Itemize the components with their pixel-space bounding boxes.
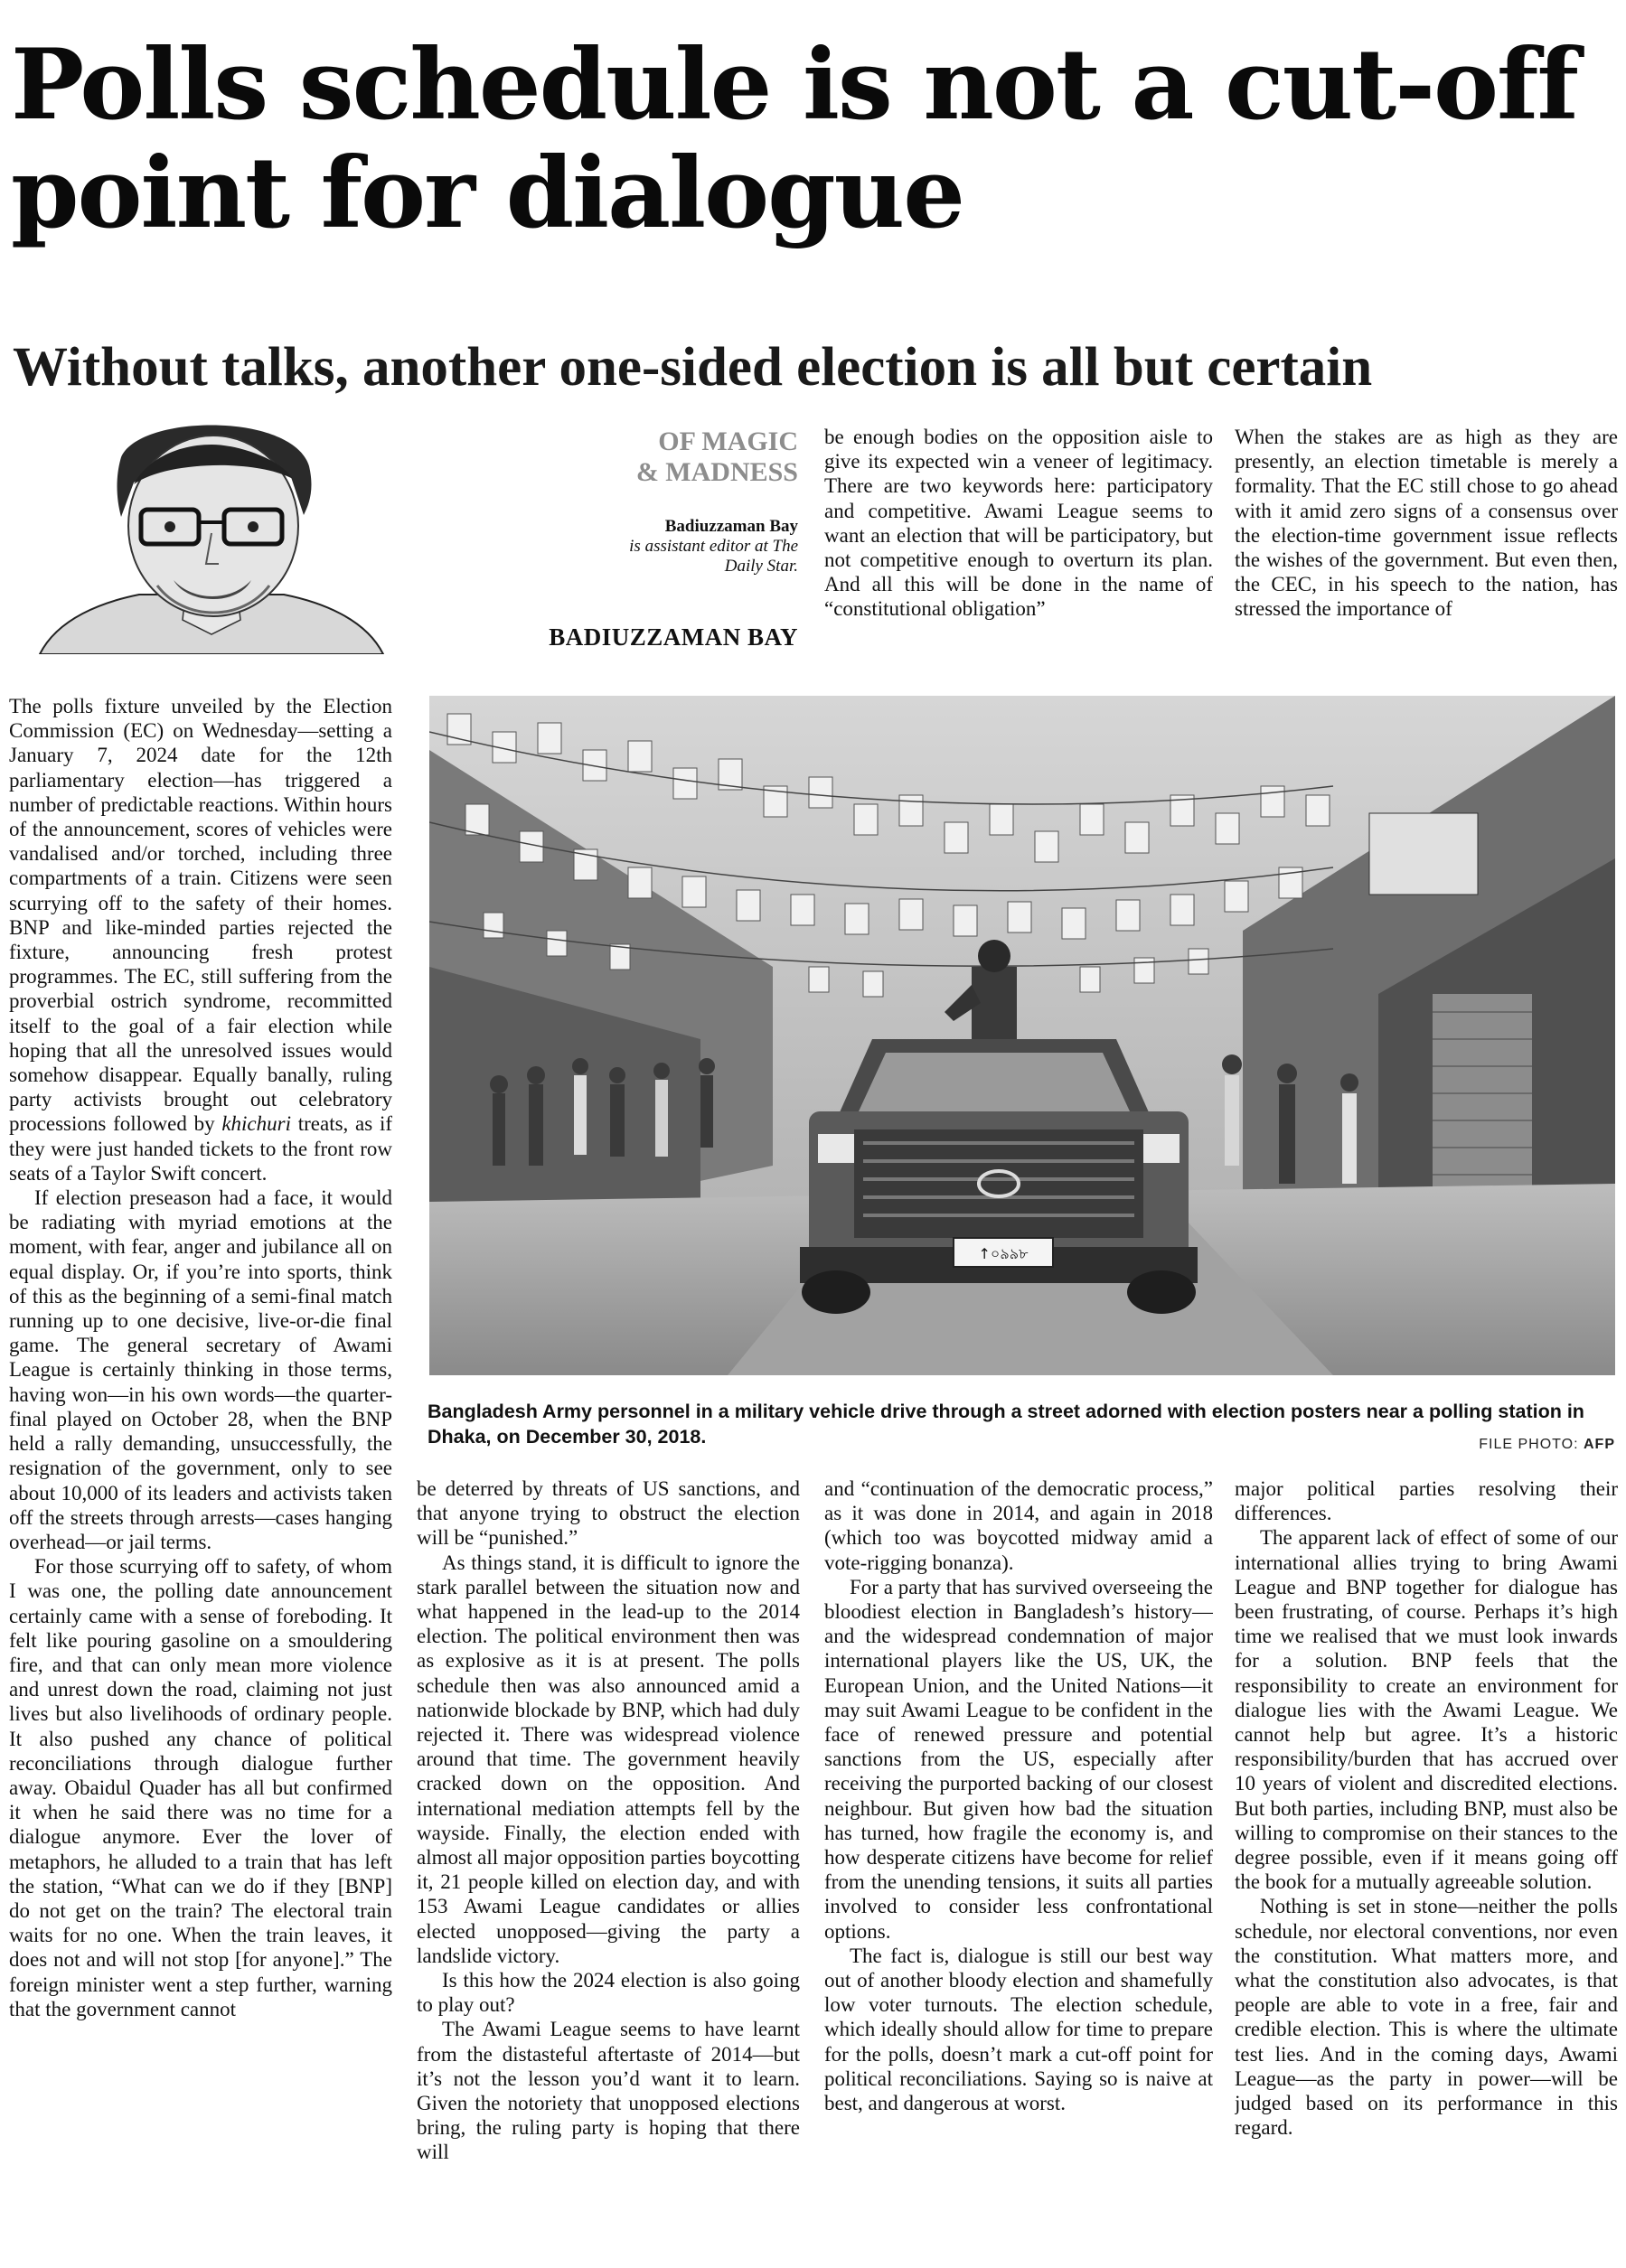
paragraph: The Awami League seems to have learnt from the distasteful aftertaste of 2014—but it’s not the lesson you’d want it to learn. Given the notoriety that unopposed elections bring, the ruling party is hoping that there will — [417, 2018, 800, 2164]
paragraph: be deterred by threats of US sanctions, and that anyone trying to obstruct the election will be “punished.” — [417, 1477, 800, 1550]
paragraph: Is this how the 2024 election is also going to play out? — [417, 1969, 800, 2017]
column-title-line1: OF MAGIC — [658, 426, 798, 456]
author-portrait — [22, 408, 401, 654]
paragraph — [9, 694, 392, 1186]
article-column-4-bottom — [1235, 1476, 1618, 2268]
author-bio — [590, 517, 798, 576]
column-title-line2: & MADNESS — [635, 457, 798, 487]
paragraph: If election preseason had a face, it would be radiating with myriad emotions at the moment, with fear, anger and jubilance all on equal display. Or, if you’re into sports, think of this as the beginning of a semi-final match running up to one decisive, live-or-die final game. The general secretary of Awami League is certainly thinking in those terms, having won—in his own words—the quarter-final played on October 28, when the BNP held a rally demanding, unsuccessfully, the resignation of the government, only to see about 10,000 of its leaders and activists taken off the streets through arrests—cases hanging overhead—or jail terms. — [9, 1186, 392, 1553]
paragraph: and “continuation of the democratic process,” as it was done in 2014, and again in 2018 (which too was boycotted midway amid a vote-rigging bonanza). — [824, 1477, 1213, 1574]
text-run: The polls fixture unveiled by the Election Commission (EC) on Wednesday—setting a January 7, 2024 date for the 12th parliamentary election—has triggered a number of predictable reactions. Within hours of the announcement, scores of vehicles were vandalised and/or torched, including three compartments of a train. Citizens were seen scurrying off to the safety of their homes. BNP and like-minded parties rejected the fixture, announcing fresh protest programmes. The EC, still suffering from the proverbial ostrich syndrome, recommitted itself to the goal of a fair election while hoping that all the unresolved issues would somehow disappear. Equally banally, ruling party activists brought out celebratory processions followed by — [9, 695, 392, 1136]
article-column-2-bottom — [417, 1476, 800, 2268]
paragraph: be enough bodies on the opposition aisle to give its expected win a veneer of legitimacy. There are two keywords here: participatory and competitive. Awami League seems to want an election that will be participatory, but not competitive enough to overturn its plan. And all this will be done in the name of “constitutional obligation” — [824, 426, 1213, 621]
photo-credit-label: FILE PHOTO: — [1479, 1437, 1579, 1452]
paragraph: The fact is, dialogue is still our best way out of another bloody election and shamefully low voter turnouts. The election schedule, which ideally should allow for time to prepare for the polls, doesn’t mark a cut-off point for political reconciliations. Saying so is naive at best, and dangerous at worst. — [824, 1944, 1213, 2115]
paragraph: As things stand, it is difficult to ignore the stark parallel between the situation now and what happened in the lead-up to the 2014 election. The political environment then was as explosive as it is at present. The polls schedule then was also announced amid a nationwide blockade by BNP, which had duly rejected it. There was widespread violence around that time. The government heavily cracked down on the opposition. And international mediation attempts fell by the wayside. Finally, the election ended with almost all major opposition parties boycotting it, 21 people killed on election day, and with 153 Awami League candidates or allies elected unopposed—giving the party a landslide victory. — [417, 1551, 800, 1967]
paragraph: For a party that has survived overseeing the bloodiest election in Bangladesh’s history—and the widespread condemnation of major international players like the US, UK, the European Union, and the United Nations—it may suit Awami League to be confident in the face of renewed pressure and potential sanctions from the US, especially after receiving the purported backing of our closest neighbour. But given how bad the situation has turned, how fragile the economy is, and how desperate citizens have become for relief from the unending tensions, it suits all parties involved to consider less confrontational options. — [824, 1575, 1213, 1943]
article-column-1 — [9, 694, 392, 2268]
photo-credit — [1479, 1437, 1615, 1453]
paragraph: major political parties resolving their differences. — [1235, 1477, 1618, 1525]
paragraph: The apparent lack of effect of some of our international allies trying to bring Awami League and BNP together for dialogue has been frustrating, of course. Perhaps it’s high time we realised that we must look inwards for a solution. BNP feels that the responsibility to create an environment for dialogue lies with the Awami League. We cannot help but agree. It’s a historic responsibility/burden that has accrued over 10 years of violent and discredited elections. But both parties, including BNP, must also be willing to compromise on their stances to the degree possible, even if it means going off the book for a mutually agreeable solution. — [1235, 1526, 1618, 1894]
article-column-3-bottom — [824, 1476, 1213, 2268]
photo-caption: Bangladesh Army personnel in a military vehicle drive through a street adorned with election posters near a polling station in Dhaka, on December 30, 2018. — [428, 1401, 1584, 1448]
headline: Polls schedule is not a cut-off point for dialogue — [11, 28, 1577, 250]
article-column-3-top — [1235, 425, 1618, 658]
byline: BADIUZZAMAN BAY — [549, 623, 798, 651]
author-bio-description: is assistant editor at The Daily Star. — [629, 537, 798, 576]
paragraph: Nothing is set in stone—neither the polls schedule, nor electoral conventions, nor even the constitution. What matters more, and what the constitution also advocates, is that people are able to vote in a free, fair and credible election. This is where the ultimate test lies. And in the coming days, Awami League—as the party in power—will be judged based on its performance in this regard. — [1235, 1895, 1618, 2140]
photo-credit-source: AFP — [1584, 1437, 1615, 1452]
column-title — [636, 426, 798, 488]
license-plate: ↑০৯৯৮ — [978, 1245, 1029, 1262]
text-run-italic: khichuri — [221, 1112, 291, 1136]
subheadline: Without talks, another one-sided election is all but certain — [13, 337, 1373, 398]
news-photo — [429, 696, 1615, 1375]
author-bio-name: Badiuzzaman Bay — [664, 517, 798, 536]
paragraph: For those scurrying off to safety, of whom I was one, the polling date announcement certainly came with a sense of foreboding. It felt like pouring gasoline on a smouldering fire, and that can only mean more violence and unrest down the road, claiming not just lives but also livelihoods of ordinary people. It also pushed any chance of political reconciliations through dialogue further away. Obaidul Quader has all but confirmed it when he said there was no time for a dialogue anymore. Ever the lover of metaphors, he alluded to a train that has left the station, “What can we do if they [BNP] do not get on the train? The electoral train waits for no one. When the train leaves, it does not and will not stop [for anyone].” The foreign minister went a step further, warning that the government cannot — [9, 1555, 392, 2020]
article-column-2-top — [824, 425, 1213, 658]
text-run: treats, as if they were just handed tickets to the front row seats of a Taylor Swift concert. — [9, 1112, 392, 1185]
paragraph: When the stakes are as high as they are presently, an election timetable is merely a formality. That the EC still chose to go ahead with it amid zero signs of a consensus over the election-time government issue reflects the wishes of the government. But even then, the CEC, in his speech to the nation, has stressed the importance of — [1235, 426, 1618, 621]
